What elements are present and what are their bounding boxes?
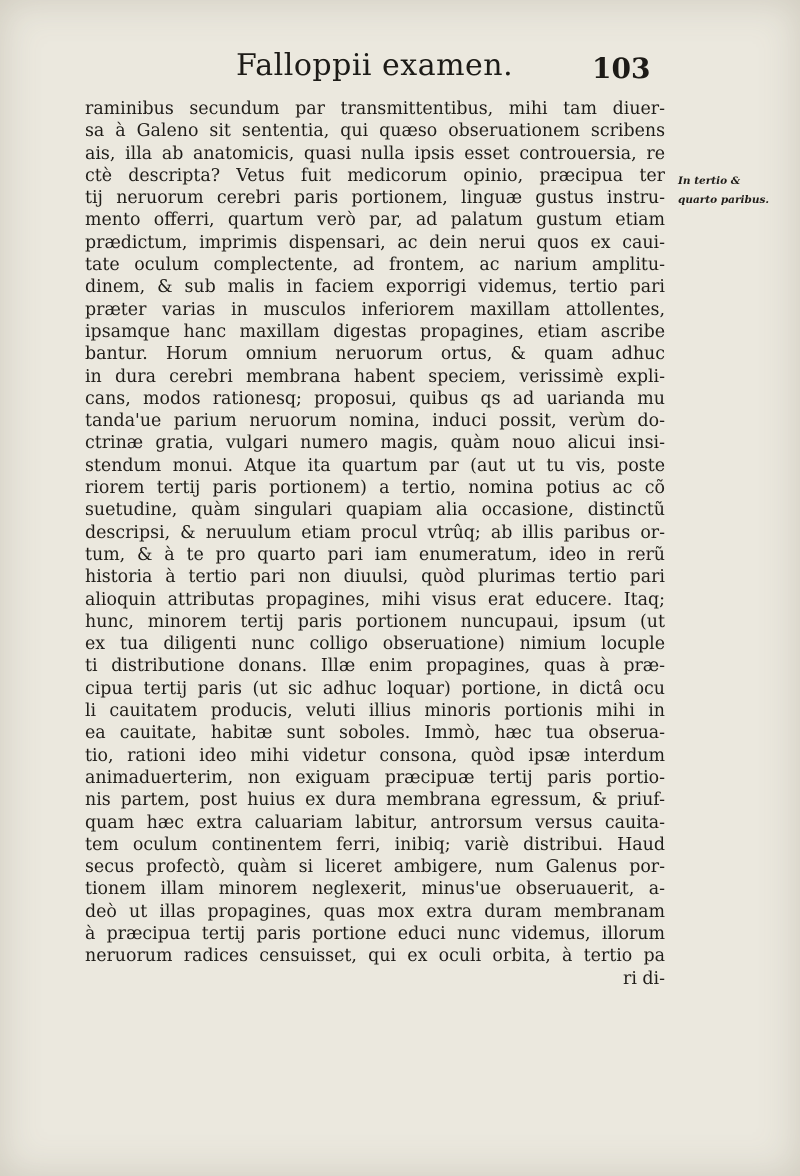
text-line: tionem illam minorem neglexerit, minus'ue obseruauerit, a- — [85, 879, 665, 900]
text-line: tanda'ue parium neruorum nomina, induci possit, verùm do- — [85, 411, 665, 432]
text-line: neruorum radices censuisset, qui ex oculi orbita, à tertio pa — [85, 946, 665, 967]
text-line: sa à Galeno sit sententia, qui quæso obseruationem scribens — [85, 121, 665, 142]
text-line: riorem tertij paris portionem) a tertio, nomina potius ac cõ — [85, 478, 665, 499]
catchword: ri di- — [623, 968, 665, 989]
text-line: bantur. Horum omnium neruorum ortus, & quam adhuc — [85, 344, 665, 365]
text-line: animaduerterim, non exiguam præcipuæ tertij paris portio- — [85, 767, 665, 788]
text-line: cans, modos rationesq; proposui, quibus qs ad uarianda mu — [85, 388, 665, 409]
text-line: raminibus secundum par transmittentibus, mihi tam diuer- — [85, 99, 665, 119]
text-line: deò ut illas propagines, quas mox extra duram membranam — [85, 901, 665, 922]
text-line: ex tua diligenti nunc colligo obseruatione) nimium locuple — [85, 634, 665, 655]
text-line: cipua tertij paris (ut sic adhuc loquar) portione, in dictâ ocu — [85, 678, 665, 699]
text-line: hunc, minorem tertij paris portionem nuncupaui, ipsum (ut — [85, 611, 665, 632]
text-line: quam hæc extra caluariam labitur, antrorsum versus cauita- — [85, 812, 665, 833]
text-line: in dura cerebri membrana habent speciem, verissimè expli- — [85, 366, 665, 387]
text-line: ea cauitate, habitæ sunt soboles. Immò, hæc tua obserua- — [85, 723, 665, 744]
page-number: 103 — [592, 52, 651, 85]
text-line: historia à tertio pari non diuulsi, quòd plurimas tertio pari — [85, 567, 665, 588]
text-line: secus profectò, quàm si liceret ambigere, num Galenus por- — [85, 857, 665, 878]
text-line: à præcipua tertij paris portione educi nunc videmus, illorum — [85, 923, 665, 944]
running-title: Falloppii examen. — [236, 48, 514, 83]
running-head — [0, 48, 800, 98]
text-line: alioquin attributas propagines, mihi visus erat educere. Itaq; — [85, 589, 665, 610]
text-line: tate oculum complectente, ad frontem, ac narium amplitu- — [85, 255, 665, 276]
body-text — [85, 98, 665, 990]
text-line: mento offerri, quartum verò par, ad palatum gustum etiam — [85, 210, 665, 231]
text-line: suetudine, quàm singulari quapiam alia occasione, distinctũ — [85, 500, 665, 521]
text-line: tum, & à te pro quarto pari iam enumeratum, ideo in rerũ — [85, 544, 665, 565]
text-line: præter varias in musculos inferiorem maxillam attollentes, — [85, 299, 665, 320]
text-line: prædictum, imprimis dispensari, ac dein nerui quos ex caui- — [85, 232, 665, 253]
text-line: ctrinæ gratia, vulgari numero magis, quàm nouo alicui insi- — [85, 433, 665, 454]
margin-note-line-1: In tertio & — [678, 175, 741, 187]
text-line: tij neruorum cerebri paris portionem, linguæ gustus instru- — [85, 188, 665, 209]
text-line: tio, rationi ideo mihi videtur consona, quòd ipsæ interdum — [85, 745, 665, 766]
text-line: tem oculum continentem ferri, inibiq; variè distribui. Haud — [85, 834, 665, 855]
text-line: ctè descripta? Vetus fuit medicorum opinio, præcipua ter — [85, 165, 665, 186]
text-line: nis partem, post huius ex dura membrana egressum, & priuf- — [85, 790, 665, 811]
text-line: stendum monui. Atque ita quartum par (aut ut tu vis, poste — [85, 455, 665, 476]
text-line: descripsi, & neruulum etiam procul vtrûq; ab illis paribus or- — [85, 522, 665, 543]
text-line: ais, illa ab anatomicis, quasi nulla ipsis esset controuersia, re — [85, 143, 665, 164]
margin-note-line-2: quarto paribus. — [678, 194, 770, 206]
text-line: dinem, & sub malis in faciem exporrigi videmus, tertio pari — [85, 277, 665, 298]
text-line: ipsamque hanc maxillam digestas propagines, etiam ascribe — [85, 321, 665, 342]
text-line: li cauitatem producis, veluti illius minoris portionis mihi in — [85, 701, 665, 722]
text-line: ti distributione donans. Illæ enim propagines, quas à præ- — [85, 656, 665, 677]
